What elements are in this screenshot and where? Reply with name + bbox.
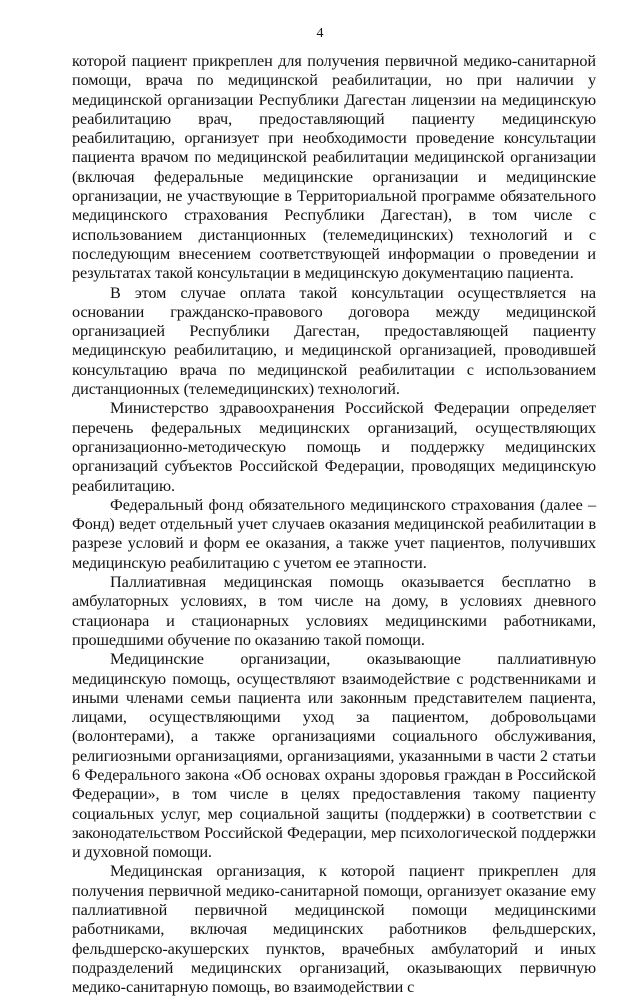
paragraph-continuation: которой пациент прикреплен для получения первичной медико-санитарной помощи, врача по медицинской реабилитации, но при наличии у медицинской организации Республики Дагестан лицензии на медицинскую реабилитацию врач, предоставляющий пациенту медицинскую реабилитацию, организует при необходимости проведение консультации пациента врачом по медицинской реабилитации медицинской организации (включая федеральные медицинские организации и медицинские организации, не участвующие в Территориальной программе обязательного медицинского страхования Республики Дагестан), в том числе с использованием дистанционных (телемедицинских) технологий и с последующим внесением соответствующей информации о проведении и результатах такой консультации в медицинскую документацию пациента.: [72, 52, 596, 283]
page-number: 4: [316, 26, 324, 41]
paragraph-consultation-payment: В этом случае оплата такой консультации осуществляется на основании гражданско-правового договора между медицинской организацией Республики Дагестан, предоставляющей пациенту медицинскую реабилитацию, и медицинской организацией, проводившей консультацию врача по медицинской реабилитации с использованием дистанционных (телемедицинских) технологий.: [72, 283, 596, 399]
document-body: [72, 52, 596, 998]
paragraph-attached-organization: Медицинская организация, к которой пациент прикреплен для получения первичной медико-санитарной помощи, организует оказание ему паллиативной первичной медицинской помощи медицинскими работниками, включая медицинских работников фельдшерских, фельдшерско-акушерских пунктов, врачебных амбулаторий и иных подразделений медицинских организаций, оказывающих первичную медико-санитарную помощь, во взаимодействии с: [72, 862, 596, 997]
paragraph-federal-fund: Федеральный фонд обязательного медицинского страхования (далее – Фонд) ведет отдельный учет случаев оказания медицинской реабилитации в разрезе условий и форм ее оказания, а также учет пациентов, получивших медицинскую реабилитацию с учетом ее этапности.: [72, 495, 596, 572]
paragraph-palliative-care: Паллиативная медицинская помощь оказывается бесплатно в амбулаторных условиях, в том числе на дому, в условиях дневного стационара и стационарных условиях медицинскими работниками, прошедшими обучение по оказанию такой помощи.: [72, 573, 596, 649]
paragraph-ministry-list: Министерство здравоохранения Российской Федерации определяет перечень федеральных медицинских организаций, осуществляющих организационно-методическую помощь и поддержку медицинских организаций субъектов Российской Федерации, проводящих медицинскую реабилитацию.: [72, 399, 596, 495]
paragraph-palliative-organizations: Медицинские организации, оказывающие паллиативную медицинскую помощь, осуществляют взаимодействие с родственниками и иными членами семьи пациента или законным представителем пациента, лицами, осуществляющими уход за пациентом, добровольцами (волонтерами), а также организациями социального обслуживания, религиозными организациями, организациями, указанными в части 2 статьи 6 Федерального закона «Об основах охраны здоровья граждан в Российской Федерации», в том числе в целях предоставления такому пациенту социальных услуг, мер социальной защиты (поддержки) в соответствии с законодательством Российской Федерации, мер психологической поддержки и духовной помощи.: [72, 650, 596, 862]
